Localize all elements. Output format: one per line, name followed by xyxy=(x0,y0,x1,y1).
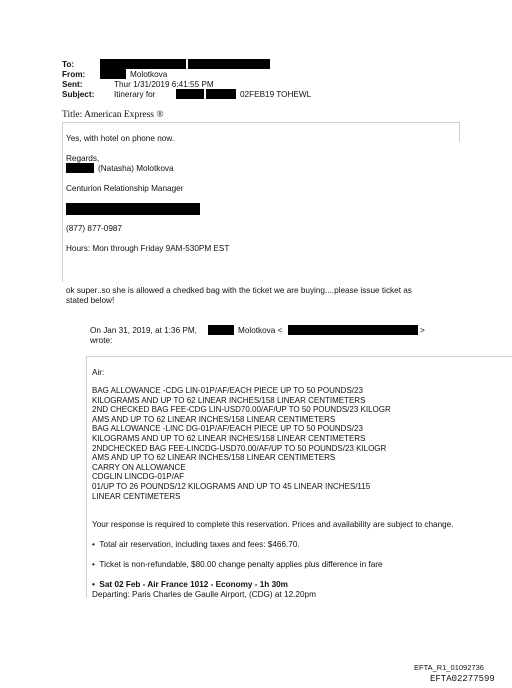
bullet-text: Ticket is non-refundable, $80.00 change penalty applies plus difference in fare xyxy=(99,560,383,569)
footer-ref-1: EFTA_R1_01092736 xyxy=(414,663,484,672)
quoted-intro-a: On Jan 31, 2019, at 1:36 PM, xyxy=(90,326,197,335)
subject-label: Subject: xyxy=(62,90,95,99)
reply-frame-top xyxy=(62,122,460,123)
flight-title-text: Sat 02 Feb - Air France 1012 - Economy - 1h 30m xyxy=(99,580,288,589)
baggage-line: LINEAR CENTIMETERS xyxy=(92,491,181,501)
redaction-subject-2 xyxy=(206,89,236,99)
baggage-line: 2NDCHECKED BAG FEE-LINCDG-USD70.00/AF/UP TO 50 POUNDS/23 KILOGR xyxy=(92,443,387,453)
bullet-item-2 xyxy=(92,560,383,570)
request-line-2: stated below! xyxy=(66,296,115,305)
footer-ref-2: EFTA02277599 xyxy=(430,674,495,684)
quoted-frame-top xyxy=(86,356,512,357)
quoted-intro-c: > xyxy=(420,326,425,335)
air-label: Air: xyxy=(92,368,105,377)
baggage-block xyxy=(92,386,391,501)
sent-label: Sent: xyxy=(62,80,83,89)
bullet-icon: • xyxy=(92,560,100,569)
redaction-signature xyxy=(66,163,94,173)
baggage-line: BAG ALLOWANCE -CDG LIN-01P/AF/EACH PIECE UP TO 50 POUNDS/23 xyxy=(92,386,363,395)
signature-hours: Hours: Mon through Friday 9AM-530PM EST xyxy=(66,244,230,253)
bullet-text: Total air reservation, including taxes and fees: $466.70. xyxy=(99,540,300,549)
sent-value: Thur 1/31/2019 6:41:55 PM xyxy=(114,80,214,89)
bullet-item-1 xyxy=(92,540,300,550)
baggage-line: KILOGRAMS AND UP TO 62 LINEAR INCHES/158 LINEAR CENTIMETERS xyxy=(92,433,366,443)
reply-line-1: Yes, with hotel on phone now. xyxy=(66,134,175,143)
redaction-from xyxy=(100,69,126,79)
to-label: To: xyxy=(62,60,75,69)
baggage-line: 01/UP TO 26 POUNDS/12 KILOGRAMS AND UP TO 45 LINEAR INCHES/115 xyxy=(92,481,371,491)
signature-role: Centurion Relationship Manager xyxy=(66,184,184,193)
redaction-to-2 xyxy=(188,59,270,69)
baggage-line: CDGLIN LINCDG-01P/AF xyxy=(92,472,185,482)
bullet-icon: • xyxy=(92,580,100,589)
baggage-line: BAG ALLOWANCE -LINC DG-01P/AF/EACH PIECE UP TO 50 POUNDS/23 xyxy=(92,424,363,434)
redaction-contact xyxy=(66,203,200,215)
response-note: Your response is required to complete this reservation. Prices and availability are subject to change. xyxy=(92,520,454,529)
quoted-frame-left xyxy=(86,356,87,598)
signature-phone: (877) 877-0987 xyxy=(66,224,122,233)
request-line-1: ok super..so she is allowed a chedked bag with the ticket we are buying....please issue ticket as xyxy=(66,286,412,295)
signature-name: (Natasha) Molotkova xyxy=(98,164,174,173)
redaction-quoted-sender xyxy=(208,325,234,335)
title-line: Title: American Express ® xyxy=(62,110,164,120)
quoted-wrote: wrote: xyxy=(90,336,113,345)
flight-title xyxy=(92,580,288,590)
redaction-quoted-email xyxy=(288,325,418,335)
baggage-line: KILOGRAMS AND UP TO 62 LINEAR INCHES/158 LINEAR CENTIMETERS xyxy=(92,395,366,405)
subject-suffix: 02FEB19 TOHEWL xyxy=(240,90,312,99)
redaction-subject-1 xyxy=(176,89,204,99)
reply-frame-right xyxy=(459,122,460,142)
baggage-line: AMS AND UP TO 62 LINEAR INCHES/158 LINEAR CENTIMETERS xyxy=(92,414,336,424)
departing-line: Departing: Paris Charles de Gaulle Airport, (CDG) at 12.20pm xyxy=(92,590,316,599)
baggage-line: AMS AND UP TO 62 LINEAR INCHES/158 LINEAR CENTIMETERS xyxy=(92,453,336,463)
bullet-icon: • xyxy=(92,540,100,549)
reply-frame-left xyxy=(62,122,63,282)
from-label: From: xyxy=(62,70,86,79)
regards: Regards, xyxy=(66,154,100,163)
subject-prefix: Itinerary for xyxy=(114,90,156,99)
quoted-intro-b: Molotkova < xyxy=(238,326,283,335)
redaction-to-1 xyxy=(100,59,186,69)
baggage-line: 2ND CHECKED BAG FEE-CDG LIN-USD70.00/AF/UP TO 50 POUNDS/23 KILOGR xyxy=(92,405,391,415)
baggage-line: CARRY ON ALLOWANCE xyxy=(92,462,186,472)
from-value: Molotkova xyxy=(130,70,168,79)
